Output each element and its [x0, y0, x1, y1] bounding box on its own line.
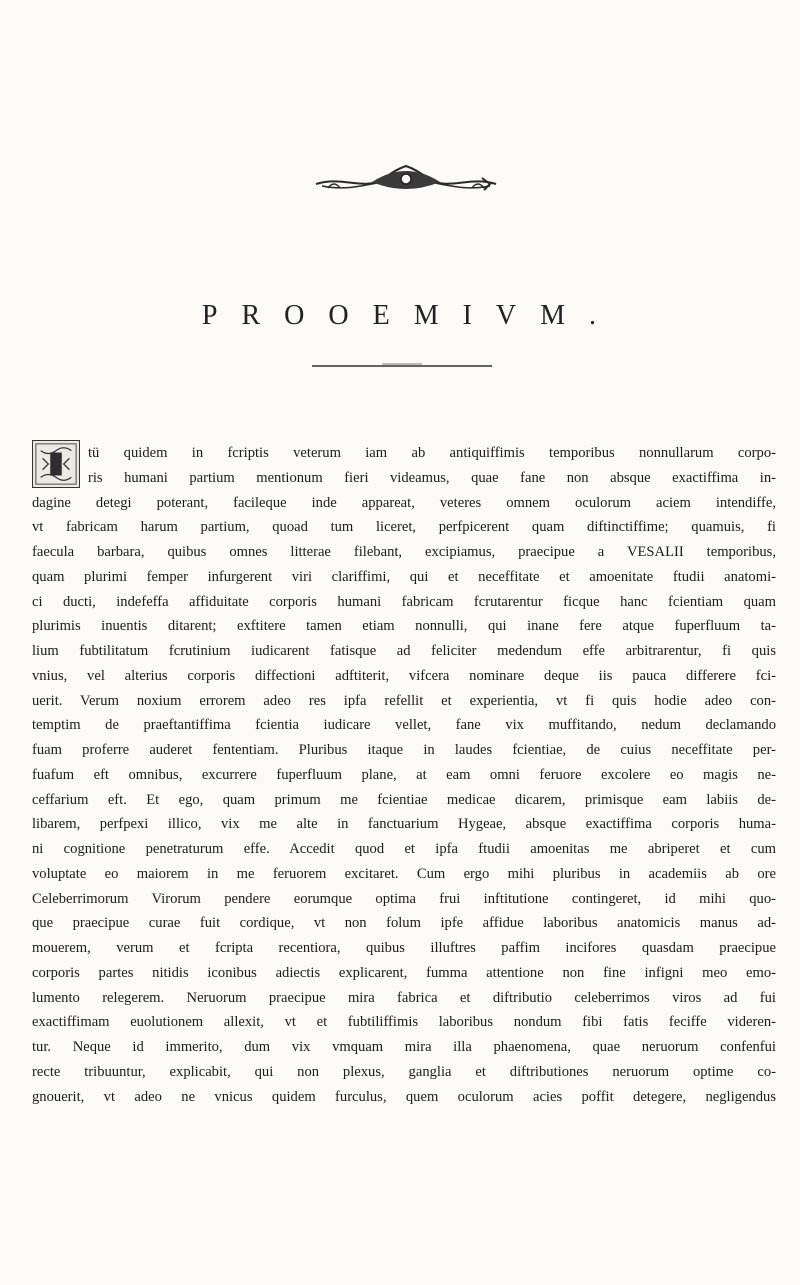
text-line: fuam proferre auderet fententiam. Pluribus itaque in laudes fcientiae, de cuius neceffitate per- [32, 742, 776, 758]
text-line: vnius, vel alterius corporis diffectioni adftiterit, vifcera nominare deque iis pauca differere fci- [32, 667, 776, 684]
text-line: lium fubtilitatum fcrutinium iudicarent fatisque ad feliciter medendum effe arbitrarentur, fi quis [32, 643, 776, 659]
title-rule [312, 363, 492, 369]
text-line: gnouerit, vt adeo ne vnicus quidem furculus, quem oculorum acies poffit detegere, negligendus [32, 1088, 776, 1105]
text-line: fuafum eft omnibus, excurrere fuperfluum plane, at eam omni feruore excolere eo magis ne- [32, 766, 776, 783]
text-line: ni cognitione penetraturum effe. Accedit quod et ipfa ftudii amoenitas me abriperet et cum [32, 841, 776, 857]
text-line: Celeberrimorum Virorum pendere eorumque optima frui inftitutione contingeret, id mihi quo- [32, 890, 776, 907]
text-line: mouerem, verum et fcripta recentiora, quibus illuftres paffim incifores quasdam praecipue [32, 940, 776, 956]
text-line: plurimis inuentis ditarent; exftitere tamen etiam nonnulli, qui inane fere atque fuperfluum ta- [32, 618, 776, 635]
text-line: ris humani partium mentionum fieri videamus, quae fane non absque exactiffima in- [88, 469, 776, 486]
text-line: ci ducti, indefeffa affiduitate corporis humani fabricam fcrutarentur ficque hanc fcientiam quam [32, 593, 776, 610]
text-line: exactiffimam euolutionem allexit, vt et fubtiliffimis laboribus nondum fibi fatis feciffe videren- [32, 1014, 776, 1031]
text-line: corporis partes nitidis iconibus adiectis explicarent, fumma attentione non fine infigni meo emo- [32, 964, 776, 981]
text-line: quam plurimi femper infurgerent viri clariffimi, qui et neceffitate et amoenitate ftudii anatomi- [32, 568, 776, 585]
text-line: uerit. Verum noxium errorem adeo res ipfa refellit et experientia, vt fi quis hodie adeo con- [32, 692, 776, 709]
text-line: tü quidem in fcriptis veterum iam ab antiquiffimis temporibus nonnullarum corpo- [88, 445, 776, 461]
text-line: vt fabricam harum partium, quoad tum liceret, perfpicerent quam diftinctiffime; quamuis, fi [32, 519, 776, 536]
text-line: recte tribuuntur, explicabit, qui non plexus, ganglia et diftributiones neruorum optime co- [32, 1063, 776, 1080]
text-line: voluptate eo maiorem in me feruorem excitaret. Cum ergo mihi pluribus in academiis ab ore [32, 865, 776, 882]
text-line: faecula barbara, quibus omnes litterae filebant, excipiamus, praecipue a VESALII temporibus, [32, 544, 776, 560]
text-line: lumento relegerem. Neruorum praecipue mira fabrica et diftributio celeberrimos viros ad fui [32, 989, 776, 1006]
page-title: PROOEMIVM. [201, 300, 621, 331]
text-line: que praecipue curae fuit cordique, vt non folum ipfe affidue laboribus anatomicis manus ad- [32, 915, 776, 932]
text-line: ceffarium eft. Et ego, quam primum me fcientiae medicae dicarem, primisque eam labiis de- [32, 791, 776, 808]
text-line: libarem, perfpexi illico, vix me alte in fanctuarium Hygeae, absque exactiffima corporis huma- [32, 816, 776, 833]
text-line: dagine detegi poterant, facileque inde appareat, veteres omnem oculorum aciem intendiffe, [32, 494, 776, 511]
headpiece-ornament [312, 162, 500, 198]
text-line: tur. Neque id immerito, dum vix vmquam mira illa phaenomena, quae neruorum confenfui [32, 1039, 776, 1055]
text-line: temptim de praeftantiffima fcientia iudicare vellet, fane vix muffitando, nedum declamando [32, 717, 776, 734]
body-text [32, 441, 776, 1109]
